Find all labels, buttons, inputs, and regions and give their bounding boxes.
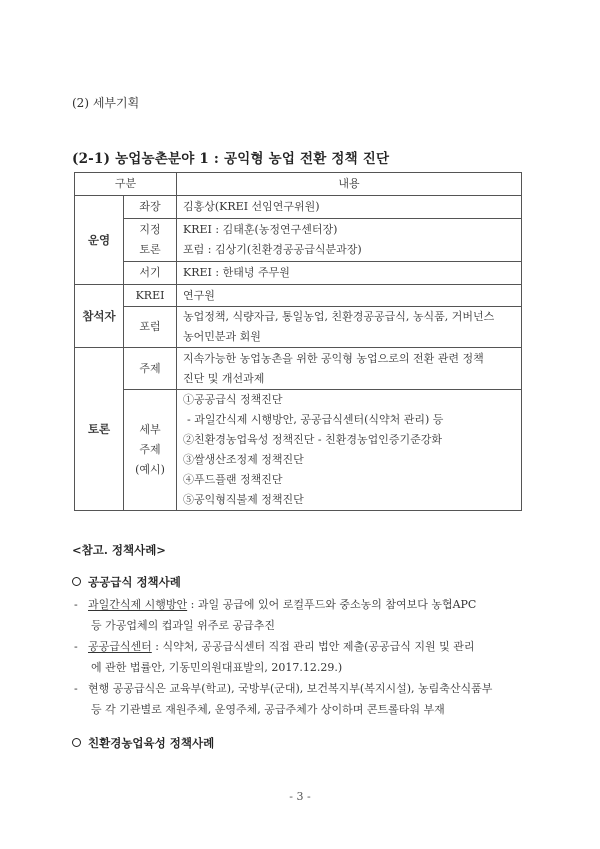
role-secretary: 서기 <box>124 262 177 285</box>
group-operation-label: 운영 <box>75 196 124 285</box>
header-category: 구분 <box>75 173 177 196</box>
role-topic: 주제 <box>124 348 177 390</box>
content-topic-line2: 진단 및 개선과제 <box>183 371 265 385</box>
case-heading-eco-farming <box>72 735 214 751</box>
content-detail-topics <box>177 390 522 511</box>
bullet-item <box>74 594 524 636</box>
case-heading-text: 친환경농업육성 정책사례 <box>88 736 215 750</box>
bullet-text: : 식약처, 공공급식센터 직접 관리 법안 제출(공공급식 지원 및 관리 <box>151 640 475 653</box>
page-number: - 3 - <box>289 790 311 803</box>
content-topic <box>177 348 522 390</box>
content-krei: 연구원 <box>177 285 522 307</box>
subsection-title: (2-1) 농업농촌분야 1 : 공익형 농업 전환 정책 진단 <box>72 151 390 167</box>
circle-bullet-icon <box>72 738 81 747</box>
role-forum: 포럼 <box>124 307 177 348</box>
table-row <box>75 219 522 262</box>
content-discussant <box>177 219 522 262</box>
section-heading: (2) 세부기획 <box>72 96 140 110</box>
content-topic-line1: 지속가능한 농업농촌을 위한 공익형 농업으로의 전환 관련 정책 <box>183 351 484 365</box>
detail-item: ⑤공익형직불제 정책진단 <box>183 493 304 506</box>
session-plan-table <box>74 172 522 511</box>
bullet-text-continued: 에 관한 법률안, 기동민의원대표발의, 2017.12.29.) <box>91 661 343 674</box>
role-detail-line2: 주제 <box>139 443 161 456</box>
content-chair: 김홍상(KREI 선임연구위원) <box>177 196 522 219</box>
content-forum <box>177 307 522 348</box>
detail-subitem: - 과일간식제 시행방안, 공공급식센터(식약처 관리) 등 <box>187 413 444 426</box>
content-forum-line2: 농어민분과 회원 <box>183 330 261 343</box>
detail-item: ②친환경농업육성 정책진단 - 친환경농업인증기준강화 <box>183 433 442 446</box>
table-row <box>75 196 522 219</box>
detail-item: ①공공급식 정책진단 <box>183 393 283 406</box>
role-discussant <box>124 219 177 262</box>
dash-icon: - <box>74 598 78 611</box>
role-detail-line3: (예시) <box>135 463 165 476</box>
dash-icon: - <box>74 640 78 653</box>
role-discussant-line1: 지정 <box>139 223 161 236</box>
bullet-term: 공공급식센터 <box>88 640 152 653</box>
detail-item: ③쌀생산조정제 정책진단 <box>183 453 304 466</box>
bullet-text-continued: 등 가공업체의 컵과일 위주로 공급추진 <box>91 619 276 632</box>
bullet-item <box>74 678 524 720</box>
content-discussant-line2: 포럼 : 김상기(친환경공공급식분과장) <box>183 243 362 256</box>
group-attendees-label: 참석자 <box>75 285 124 348</box>
role-discussant-line2: 토론 <box>139 243 161 256</box>
group-debate-label: 토론 <box>75 348 124 511</box>
table-row <box>75 307 522 348</box>
role-detail-topics <box>124 390 177 511</box>
table-row <box>75 390 522 511</box>
header-content: 내용 <box>177 173 522 196</box>
dash-icon: - <box>74 682 78 695</box>
table-header-row <box>75 173 522 196</box>
table-row <box>75 348 522 390</box>
content-discussant-line1: KREI : 김태훈(농정연구센터장) <box>183 223 338 236</box>
role-detail-line1: 세부 <box>139 423 161 436</box>
role-chair: 좌장 <box>124 196 177 219</box>
role-krei: KREI <box>124 285 177 307</box>
bullet-item <box>74 636 524 678</box>
circle-bullet-icon <box>72 577 81 586</box>
case-heading-public-meals <box>72 574 181 590</box>
table-row <box>75 262 522 285</box>
detail-item: ④푸드플랜 정책진단 <box>183 473 283 486</box>
case-heading-text: 공공급식 정책사례 <box>88 575 181 589</box>
content-secretary: KREI : 한태녕 주무원 <box>177 262 522 285</box>
bullet-text: : 과일 공급에 있어 로컬푸드와 중소농의 참여보다 농협APC <box>187 598 477 611</box>
bullet-text: 현행 공공급식은 교육부(학교), 국방부(군대), 보건복지부(복지시설), 농림축산식품부 <box>88 682 493 695</box>
reference-title: <참고. 정책사례> <box>72 543 166 557</box>
table-row <box>75 285 522 307</box>
bullet-text-continued: 등 각 기관별로 재원주체, 운영주체, 공급주체가 상이하며 콘트롤타워 부재 <box>91 703 445 716</box>
content-forum-line1: 농업정책, 식량자급, 통일농업, 친환경공공급식, 농식품, 거버넌스 <box>183 310 495 323</box>
bullet-term: 과일간식제 시행방안 <box>88 598 188 611</box>
